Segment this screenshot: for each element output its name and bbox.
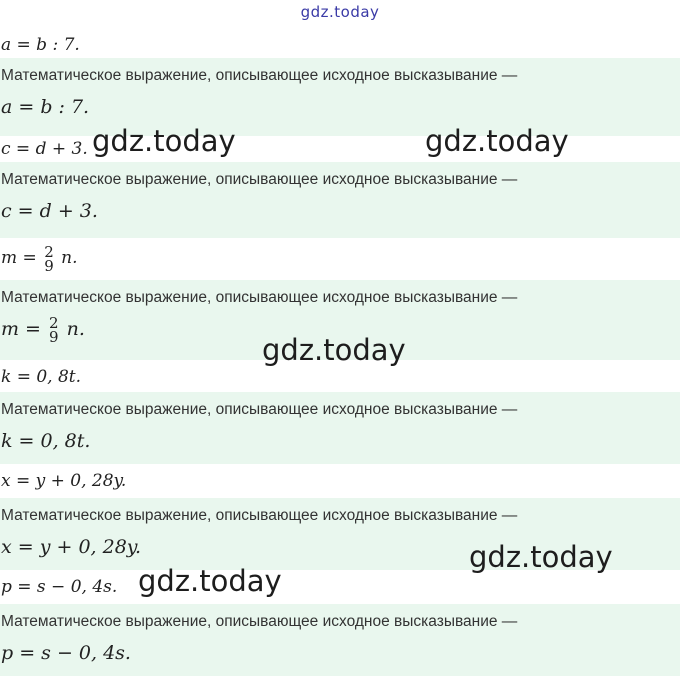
answer-lhs: m =	[1, 318, 41, 340]
problem-line: k = 0, 8t.	[0, 364, 680, 390]
problem-line: p = s − 0, 4s.	[0, 574, 680, 600]
watermark: gdz.today	[92, 124, 236, 158]
fraction-numerator: 2	[44, 242, 54, 261]
fraction-denominator: 9	[44, 256, 54, 275]
watermark: gdz.today	[425, 124, 569, 158]
answer-rhs: n.	[66, 318, 85, 340]
answer-formula	[1, 316, 85, 344]
fraction	[49, 316, 59, 344]
answer-intro: Математическое выражение, описывающее исходное высказывание —	[1, 613, 518, 630]
watermark: gdz.today	[469, 540, 613, 574]
answer-formula: p = s − 0, 4s.	[1, 642, 131, 664]
answer-block	[0, 162, 680, 240]
answer-block	[0, 604, 680, 676]
problem-rhs: n.	[61, 248, 78, 268]
fraction-denominator: 9	[49, 328, 59, 346]
problem-line: x = y + 0, 28y.	[0, 468, 680, 494]
answer-formula: x = y + 0, 28y.	[1, 536, 142, 558]
answer-intro: Математическое выражение, описывающее исходное высказывание —	[1, 289, 518, 306]
fraction	[44, 242, 54, 275]
fraction-numerator: 2	[49, 314, 59, 332]
answer-intro: Математическое выражение, описывающее исходное высказывание —	[1, 507, 518, 524]
answer-formula: a = b : 7.	[1, 96, 90, 118]
answer-formula: k = 0, 8t.	[1, 430, 91, 452]
watermark: gdz.today	[138, 564, 282, 598]
problem-line	[0, 238, 680, 278]
answer-intro: Математическое выражение, описывающее исходное высказывание —	[1, 171, 518, 188]
answer-block	[0, 392, 680, 464]
header-watermark: gdz.today	[300, 3, 380, 21]
answer-intro: Математическое выражение, описывающее исходное высказывание —	[1, 401, 518, 418]
answer-formula: c = d + 3.	[1, 200, 98, 222]
problem-line: c = d + 3.	[0, 136, 680, 162]
problem-lhs: m =	[1, 248, 37, 268]
answer-intro: Математическое выражение, описывающее исходное высказывание —	[1, 67, 518, 84]
watermark: gdz.today	[262, 333, 406, 367]
problem-line: a = b : 7.	[0, 32, 680, 58]
